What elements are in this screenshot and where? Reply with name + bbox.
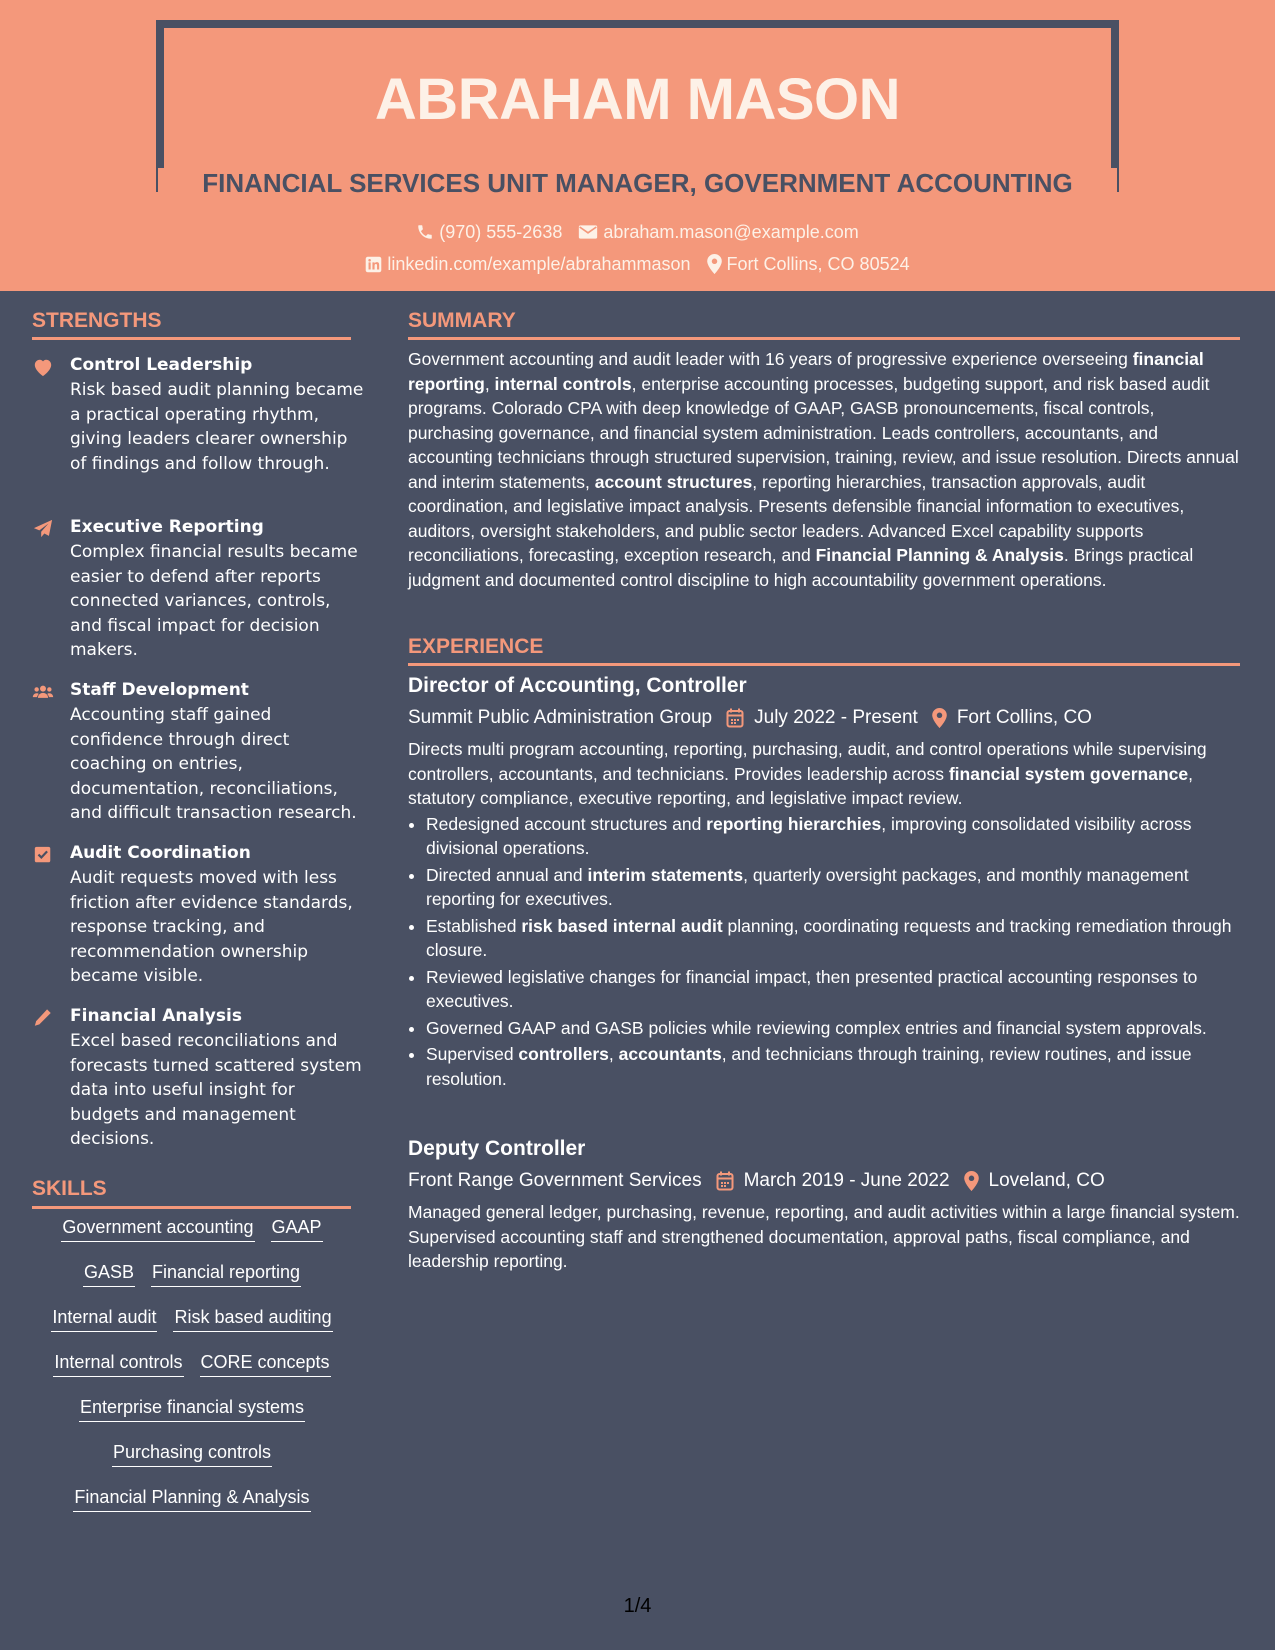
map-pin-icon xyxy=(707,254,722,274)
job-location: Fort Collins, CO xyxy=(956,707,1092,728)
text-segment: Managed general ledger, purchasing, revenue, reporting, and audit activities within a large financial system. Supervised accounting staff and strengthened documentation, approval paths, fiscal compliance, and leadership reporting. xyxy=(408,1202,1240,1271)
text-segment: planning, coordinating requests and tracking remediation through closure. xyxy=(426,915,1232,960)
header-frame xyxy=(156,20,1119,28)
calendar-icon xyxy=(716,1171,734,1191)
emphasis-text: financial system governance xyxy=(948,763,1189,784)
header-frame-left xyxy=(156,20,164,168)
job-description xyxy=(408,737,1240,811)
strength-desc: Accounting staff gained confidence through direct coaching on entries, documentation, reconciliations, and difficult transaction research. xyxy=(70,705,357,823)
skill-tag: Risk based auditing xyxy=(173,1305,332,1332)
skill-tag: Internal controls xyxy=(53,1350,183,1377)
job-bullet xyxy=(426,1016,1240,1041)
job-description xyxy=(408,1200,1240,1274)
job-company: Summit Public Administration Group xyxy=(408,707,713,728)
strength-title: Executive Reporting xyxy=(70,517,264,537)
job-location: Loveland, CO xyxy=(988,1170,1105,1191)
strength-title: Staff Development xyxy=(70,680,249,700)
skill-tag: Government accounting xyxy=(61,1215,254,1242)
experience-heading: EXPERIENCE xyxy=(408,635,544,658)
contact-email[interactable] xyxy=(578,220,858,244)
location-text: Fort Collins, CO 80524 xyxy=(726,254,910,274)
contact-row-1 xyxy=(0,220,1275,244)
job-bullet xyxy=(426,1042,1240,1091)
skill-tag: GASB xyxy=(83,1260,135,1287)
skill-tag: CORE concepts xyxy=(200,1350,331,1377)
emphasis-text: account structures xyxy=(594,471,753,492)
emphasis-text: Financial Planning & Analysis xyxy=(815,545,1064,565)
text-segment: , reporting hierarchies, transaction approvals, audit coordination, and legislative impact analysis. Presents defensible financial information to executives, auditors, oversight stakeholders, and public sector leaders. Advanced Excel capability supports reconciliations, forecasting, exception research, and xyxy=(408,471,1185,565)
emphasis-text: controllers xyxy=(518,1044,609,1064)
text-segment: Supervised xyxy=(426,1044,519,1064)
strength-desc: Risk based audit planning became a practical operating rhythm, giving leaders clearer ownership of findings and follow through. xyxy=(70,380,364,474)
text-segment: Government accounting and audit leader with 16 years of progressive experience overseeing xyxy=(408,349,1133,369)
header-frame-right xyxy=(1111,20,1119,168)
text-segment: Directs multi program accounting, reporting, purchasing, audit, and control operations while supervising controllers, accountants, and technicians. Provides leadership across xyxy=(408,739,1207,784)
job-bullets xyxy=(408,812,1240,1092)
text-segment: , xyxy=(608,1044,619,1064)
experience-rule xyxy=(408,663,1240,666)
calendar-icon xyxy=(726,708,744,728)
skill-tag: Internal audit xyxy=(51,1305,157,1332)
text-segment: , and technicians through training, review routines, and issue resolution. xyxy=(426,1044,1192,1089)
job-bullet xyxy=(426,914,1240,963)
envelope-icon xyxy=(578,224,598,240)
paper-plane-icon xyxy=(32,519,54,539)
emphasis-text: accountants xyxy=(618,1044,722,1064)
job-dates: March 2019 - June 2022 xyxy=(743,1170,950,1191)
summary-rule xyxy=(408,337,1240,340)
job-entry xyxy=(408,1134,1240,1274)
candidate-title: FINANCIAL SERVICES UNIT MANAGER, GOVERNMENT ACCOUNTING xyxy=(202,168,1073,198)
strength-desc: Complex financial results became easier to defend after reports connected variances, controls, and fiscal impact for decision makers. xyxy=(70,542,358,660)
job-bullet xyxy=(426,812,1240,861)
job-bullet xyxy=(426,863,1240,912)
skill-tag: Enterprise financial systems xyxy=(79,1395,305,1422)
map-pin-icon xyxy=(964,1171,979,1191)
job-company: Front Range Government Services xyxy=(408,1170,702,1191)
phone-icon xyxy=(416,223,434,241)
job-entry xyxy=(408,671,1240,1093)
text-segment: . Brings practical judgment and documented control discipline to high accountability government operations. xyxy=(408,545,1194,590)
text-segment: Reviewed legislative changes for financial impact, then presented practical accounting responses to executives. xyxy=(426,966,1198,1011)
strength-title: Control Leadership xyxy=(70,355,253,375)
email-text: abraham.mason@example.com xyxy=(603,222,859,242)
contact-linkedin[interactable] xyxy=(365,252,690,276)
skill-tag: GAAP xyxy=(271,1215,323,1242)
users-icon xyxy=(32,682,54,702)
skill-tag: Purchasing controls xyxy=(112,1440,272,1467)
checkbox-icon xyxy=(32,845,54,865)
job-meta xyxy=(408,703,1240,733)
job-title: Director of Accounting, Controller xyxy=(408,674,747,697)
skill-tag: Financial reporting xyxy=(151,1260,301,1287)
text-segment: , enterprise accounting processes, budgeting support, and risk based audit programs. Colorado CPA with deep knowledge of GAAP, GASB pronouncements, fiscal controls, purchasing governance, and financial system administration. Leads controllers, accountants, and accounting technicians through structured supervision, training, review, and issue resolution. Directs annual and interim statements, xyxy=(408,373,1239,492)
resume-header xyxy=(0,0,1275,291)
summary-heading: SUMMARY xyxy=(408,309,516,332)
text-segment: , statutory compliance, executive reporting, and legislative impact review. xyxy=(408,763,1193,808)
emphasis-text: risk based internal audit xyxy=(521,915,723,936)
candidate-name: ABRAHAM MASON xyxy=(374,67,901,132)
text-segment: Governed GAAP and GASB policies while reviewing complex entries and financial system approvals. xyxy=(426,1017,1207,1038)
skills-rule xyxy=(32,1206,351,1209)
emphasis-text: reporting hierarchies xyxy=(706,813,882,834)
text-segment: Established xyxy=(426,915,522,936)
text-segment: Redesigned account structures and xyxy=(426,813,707,834)
heart-icon xyxy=(32,357,54,377)
map-pin-icon xyxy=(932,708,947,728)
strength-title: Audit Coordination xyxy=(70,843,251,863)
strength-title: Financial Analysis xyxy=(70,1006,242,1026)
contact-phone[interactable] xyxy=(416,220,562,244)
skill-tag: Financial Planning & Analysis xyxy=(73,1485,310,1512)
job-bullet xyxy=(426,965,1240,1014)
contact-location xyxy=(707,252,910,276)
strength-desc: Audit requests moved with less friction after evidence standards, response tracking, and recommendation ownership became visible. xyxy=(70,868,353,986)
strengths-rule xyxy=(32,337,351,340)
emphasis-text: interim statements xyxy=(587,864,744,885)
phone-text: (970) 555-2638 xyxy=(439,222,563,242)
pencil-icon xyxy=(32,1008,54,1028)
job-meta xyxy=(408,1166,1240,1196)
job-dates: July 2022 - Present xyxy=(754,707,918,728)
skills-heading: SKILLS xyxy=(32,1177,107,1200)
linkedin-text: linkedin.com/example/abrahammason xyxy=(387,254,691,274)
text-segment: , improving consolidated visibility across divisional operations. xyxy=(426,813,1192,858)
job-title: Deputy Controller xyxy=(408,1137,586,1160)
text-segment: Directed annual and xyxy=(426,864,588,885)
summary-text xyxy=(408,347,1240,592)
skills-list xyxy=(32,1215,352,1530)
emphasis-text: internal controls xyxy=(494,373,632,394)
text-segment: , quarterly oversight packages, and monthly management reporting for executives. xyxy=(426,864,1189,909)
strength-desc: Excel based reconciliations and forecasts turned scattered system data into useful insight for budgets and management decisions. xyxy=(70,1031,362,1149)
strengths-heading: STRENGTHS xyxy=(32,309,162,332)
linkedin-icon xyxy=(365,256,382,273)
contact-row-2 xyxy=(0,252,1275,276)
emphasis-text: financial reporting xyxy=(408,349,1204,394)
page-number: 1/4 xyxy=(623,1595,652,1617)
text-segment: , xyxy=(484,373,495,394)
